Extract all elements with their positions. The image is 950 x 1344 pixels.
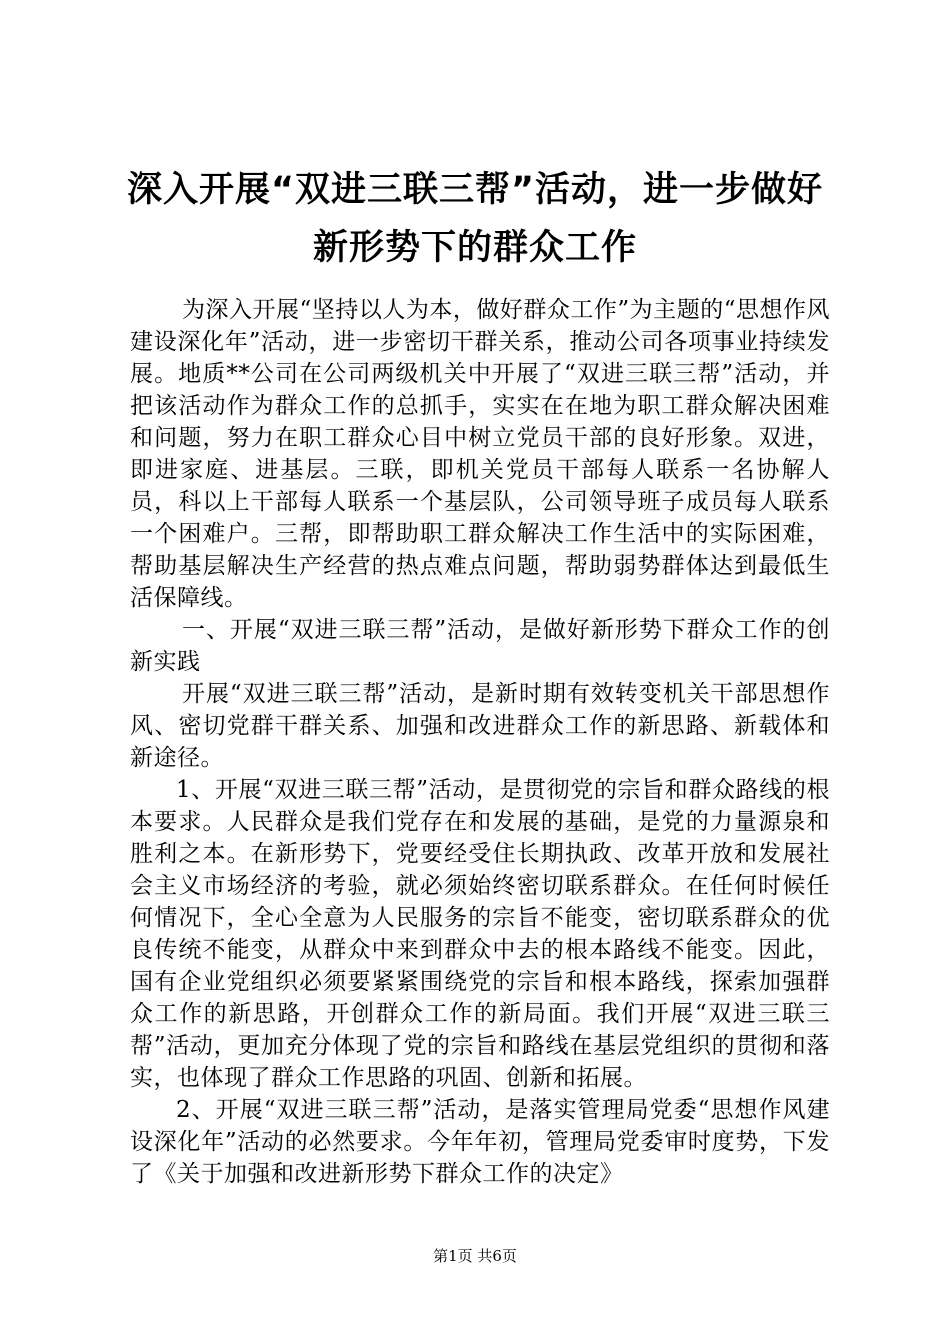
paragraph-point-1: 1、开展“双进三联三帮”活动，是贯彻党的宗旨和群众路线的根本要求。人民群众是我们党存在和发展的基础，是党的力量源泉和胜利之本。在新形势下，党要经受住长期执政、改革开放和发展社会主义市场经济的考验，就必须始终密切联系群众。在任何时候任何情况下，全心全意为人民服务的宗旨不能变，密切联系群众的优良传统不能变，从群众中来到群众中去的根本路线不能变。因此，国有企业党组织必须要紧紧围绕党的宗旨和根本路线，探索加强群众工作的新思路，开创群众工作的新局面。我们开展“双进三联三帮”活动，更加充分体现了党的宗旨和路线在基层党组织的贯彻和落实，也体现了群众工作思路的巩固、创新和拓展。 [130,777,830,1091]
page-number-footer: 第1页 共6页 [433,1247,517,1265]
document-title-line-2: 新形势下的群众工作 [312,228,637,268]
paragraph-section-1: 开展“双进三联三帮”活动，是新时期有效转变机关干部思想作风、密切党群干群关系、加强和改进群众工作的新思路、新载体和新途径。 [130,681,830,771]
section-heading-1: 一、开展“双进三联三帮”活动，是做好新形势下群众工作的创新实践 [130,617,830,675]
document-body [130,294,830,1190]
document-title-line-1: 深入开展“双进三联三帮”活动，进一步做好 [126,170,823,210]
paragraph-point-2: 2、开展“双进三联三帮”活动，是落实管理局党委“思想作风建设深化年”活动的必然要求。今年年初，管理局党委审时度势，下发了《关于加强和改进新形势下群众工作的决定》 [130,1097,830,1187]
paragraph-intro: 为深入开展“坚持以人为本，做好群众工作”为主题的“思想作风建设深化年”活动，进一步密切干群关系，推动公司各项事业持续发展。地质**公司在公司两级机关中开展了“双进三联三帮”活动，并把该活动作为群众工作的总抓手，实实在在地为职工群众解决困难和问题，努力在职工群众心目中树立党员干部的良好形象。双进，即进家庭、进基层。三联，即机关党员干部每人联系一名协解人员，科以上干部每人联系一个基层队，公司领导班子成员每人联系一个困难户。三帮，即帮助职工群众解决工作生活中的实际困难，帮助基层解决生产经营的热点难点问题，帮助弱势群体达到最低生活保障线。 [130,297,830,611]
